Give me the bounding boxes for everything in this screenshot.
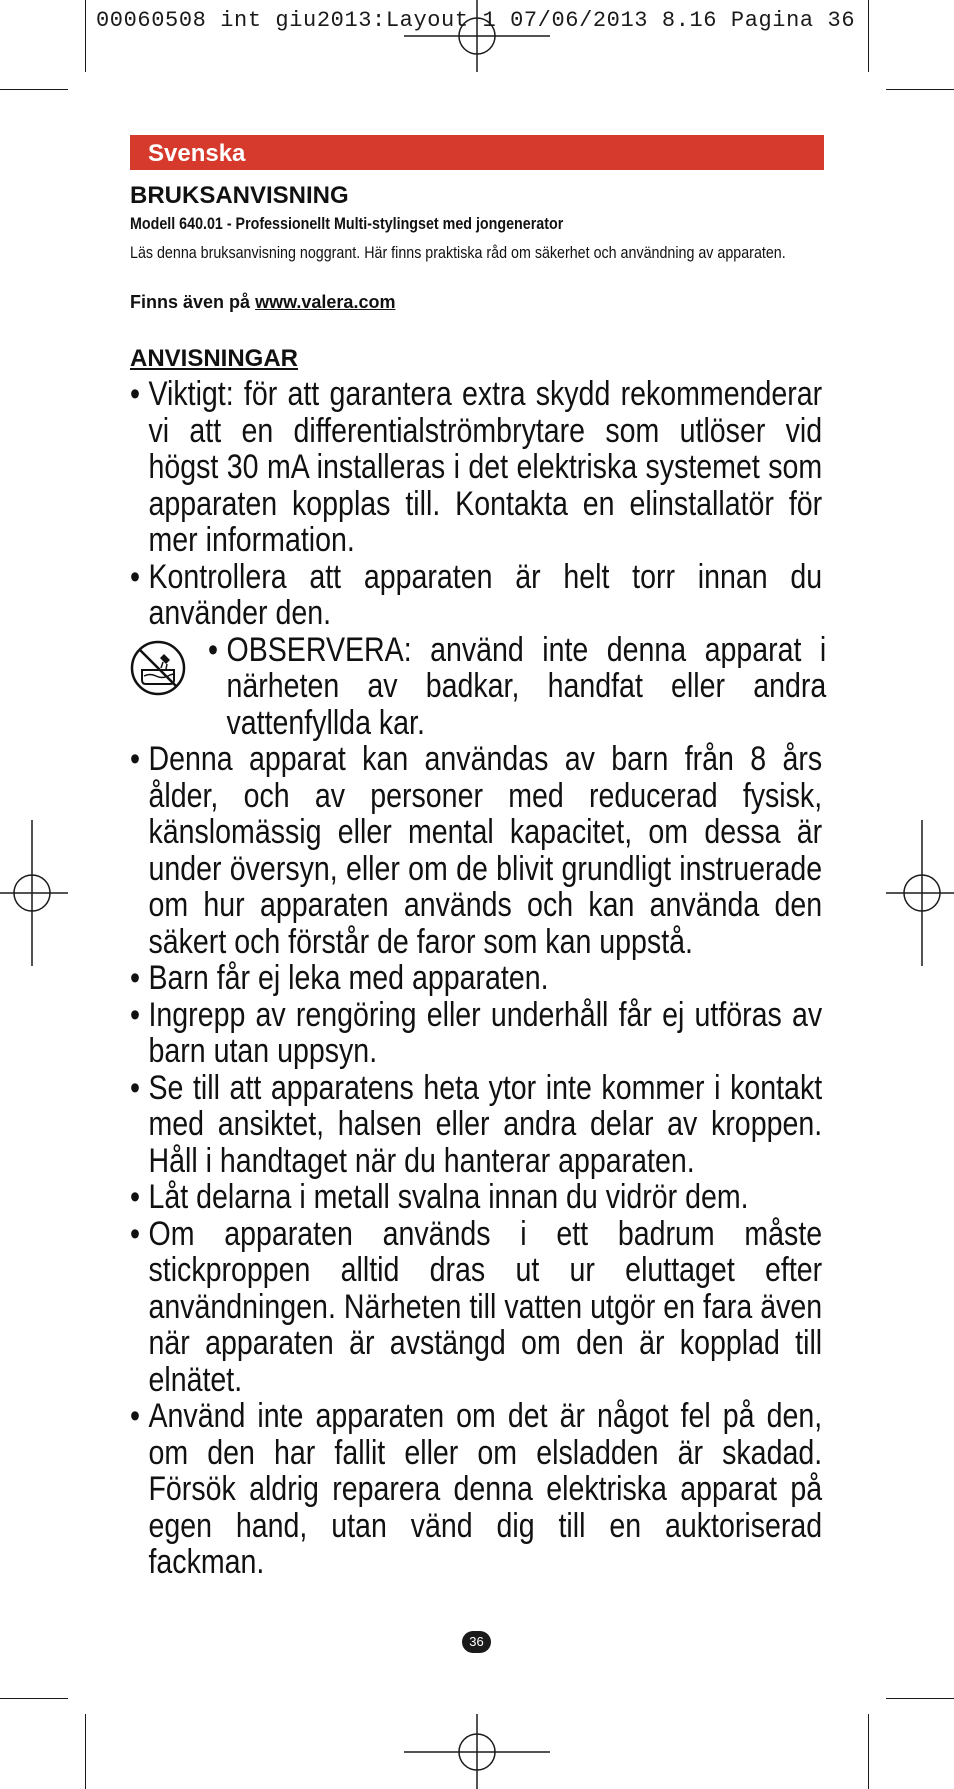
list-item: • Denna apparat kan användas av barn från 8 års ålder, och av personer med reducerad fysisk, känslomässig eller mental kapacitet, om dessa är under översyn, eller om de blivit grundligt instruerade om hur apparaten används och kan använda den säkert och förstår de faror som kan uppstå. (130, 740, 823, 961)
bullet: • (130, 1214, 141, 1253)
bullet: • (130, 740, 141, 778)
bullet: • (130, 557, 141, 596)
bullet: • (130, 375, 141, 413)
intro-text: Läs denna bruksanvisning noggrant. Här finns praktiska råd om säkerhet och användning av apparaten. (130, 243, 786, 262)
website-link[interactable]: www.valera.com (255, 292, 396, 312)
bullet: • (130, 959, 141, 997)
list-item: • Använd inte apparaten om det är något fel på den, om den har fallit eller om elsladden är skadad. Försök aldrig reparera denna elektriska apparat på egen hand, utan vänd dig till en auktoriserad fackman. (130, 1397, 823, 1581)
crop-mark (85, 1714, 86, 1789)
list-item: • Barn får ej leka med apparaten. (130, 959, 549, 997)
list-item: • Viktigt: för att garantera extra skydd rekommenderar vi att en differentialströmbrytare som utlöser vid högst 30 mA installeras i det elektriska systemet som apparaten kopplas till. Kontakta en elinstallatör för mer information. (130, 375, 823, 559)
list-item: • Se till att apparatens heta ytor inte kommer i kontakt med ansiktet, halsen eller andra delar av kroppen. Håll i handtaget när du hanterar apparaten. (130, 1068, 823, 1180)
crop-mark (886, 1698, 954, 1699)
crop-mark (0, 89, 68, 90)
bullet: • (130, 1068, 141, 1107)
list-item-warning: • OBSERVERA: använd inte denna apparat i närheten av badkar, handfat eller andra vattenfyllda kar. (208, 630, 827, 742)
website-line (130, 292, 395, 313)
list-item: • Om apparaten används i ett badrum måste stickproppen alltid dras ut ur eluttaget efter användningen. Närheten till vatten utgör en fara även när apparaten är avstängd om den är kopplad till elnätet. (130, 1214, 823, 1399)
bullet: • (130, 1178, 141, 1216)
language-bar (130, 135, 824, 170)
bullet: • (130, 995, 141, 1034)
printer-slug: 00060508 int giu2013:Layout 1 07/06/2013 8.16 Pagina 36 (96, 8, 856, 33)
list-item: • Låt delarna i metall svalna innan du vidrör dem. (130, 1178, 749, 1216)
crop-mark (868, 1714, 869, 1789)
section-title: ANVISNINGAR (130, 345, 299, 372)
crop-mark (886, 89, 954, 90)
registration-mark-top (404, 0, 550, 72)
language-label: Svenska (148, 140, 246, 167)
crop-mark (85, 0, 86, 72)
list-item: • Ingrepp av rengöring eller underhåll får ej utföras av barn utan uppsyn. (130, 995, 823, 1070)
page-number: 36 (462, 1631, 491, 1653)
bullet: • (130, 1397, 141, 1435)
registration-mark-bottom (404, 1714, 550, 1789)
document-title: BRUKSANVISNING (130, 182, 349, 209)
crop-mark (0, 1698, 68, 1699)
crop-mark (868, 0, 869, 72)
list-item: • Kontrollera att apparaten är helt torr innan du använder den. (130, 557, 823, 632)
registration-mark-left (0, 820, 68, 966)
website-prefix: Finns även på (130, 292, 251, 312)
instruction-list (130, 376, 954, 1581)
bullet: • (208, 630, 219, 669)
model-subtitle: Modell 640.01 - Professionellt Multi-stylingset med jongenerator (130, 214, 564, 233)
